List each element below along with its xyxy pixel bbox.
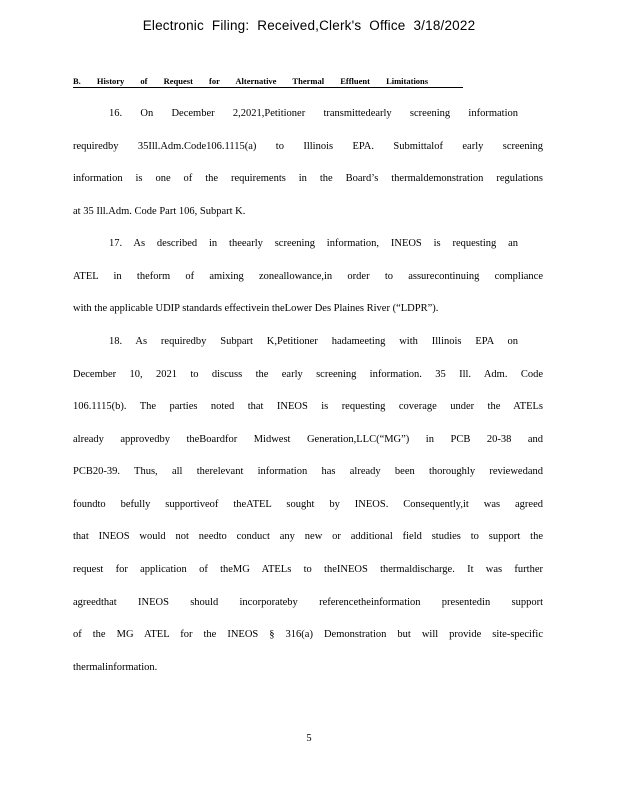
paragraph-18-line-2: December 10, 2021 to discuss the early screening information. 35 Ill. Adm. Code [73,369,543,380]
paragraph-18-line-6: foundto befully supportiveof theATEL sought by INEOS. Consequently,it was agreed [73,499,543,510]
paragraph-17-line-3: with the applicable UDIP standards effectivein theLower Des Plaines River (“LDPR”). [73,303,439,314]
paragraph-16-line-1: 16. On December 2,2021,Petitioner transmittedearly screening information [109,108,518,119]
paragraph-18-line-8: request for application of theMG ATELs to theINEOS thermaldischarge. It was further [73,564,543,575]
paragraph-18-line-10: of the MG ATEL for the INEOS § 316(a) Demonstration but will provide site-specific [73,629,543,640]
paragraph-18-line-5: PCB20-39. Thus, all therelevant information has already been thoroughly reviewedand [73,466,543,477]
paragraph-18-line-11: thermalinformation. [73,662,158,673]
paragraph-18-line-7: that INEOS would not needto conduct any new or additional field studies to support the [73,531,543,542]
section-heading: B. History of Request for Alternative Thermal Effluent Limitations [73,76,463,88]
paragraph-18-line-9: agreedthat INEOS should incorporateby referencetheinformation presentedin support [73,597,543,608]
paragraph-18-line-4: already approvedby theBoardfor Midwest Generation,LLC(“MG”) in PCB 20-38 and [73,434,543,445]
paragraph-18-line-1: 18. As requiredby Subpart K,Petitioner hadameeting with Illinois EPA on [109,336,518,347]
paragraph-16-line-2: requiredby 35Ill.Adm.Code106.1115(a) to Illinois EPA. Submittalof early screening [73,141,543,152]
page-number: 5 [306,733,312,744]
paragraph-16-line-3: information is one of the requirements in the Board’s thermaldemonstration regulations [73,173,543,184]
paragraph-16-line-4: at 35 Ill.Adm. Code Part 106, Subpart K. [73,206,246,217]
electronic-filing-header: Electronic Filing: Received,Clerk's Office 3/18/2022 [142,18,476,33]
paragraph-17-line-1: 17. As described in theearly screening information, INEOS is requesting an [109,238,518,249]
paragraph-17-line-2: ATEL in theform of amixing zoneallowance,in order to assurecontinuing compliance [73,271,543,282]
paragraph-18-line-3: 106.1115(b). The parties noted that INEOS is requesting coverage under the ATELs [73,401,543,412]
